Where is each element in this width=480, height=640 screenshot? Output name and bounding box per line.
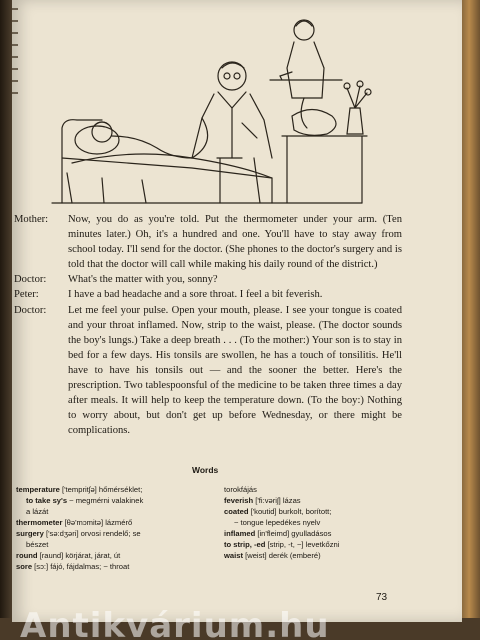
vocab-entry [16,495,216,506]
dialogue-line [14,303,402,439]
vocab-entry [16,561,216,572]
speaker-label: Doctor: [14,304,47,316]
vocabulary-list-right [224,484,394,561]
vocab-entry [224,539,394,550]
page-number: 73 [376,592,388,603]
words-heading: Words [192,465,219,475]
speaker-label: Mother: [14,214,49,225]
speech-text: What's the matter with you, sonny? [68,274,218,286]
vocab-headword: sore [16,562,33,571]
vocabulary-list-left [16,484,216,572]
vocab-definition: ~ megmérni valakinek [67,496,144,505]
speaker-label: Peter: [14,289,39,301]
vocab-headword: coated [224,507,249,516]
book-binding [0,0,12,640]
dialogue-text [14,212,402,438]
vocab-entry [16,539,216,550]
previous-page-edge [12,8,18,104]
vocab-definition: [weist] derék (emberé) [243,551,321,560]
vocab-definition: torokfájás [224,485,257,494]
vocab-definition: ['tempritʃə] hőmérséklet; [59,485,143,494]
speech-text: Now, you do as you're told. Put the thermometer under your arm. (Ten minutes later.) Oh, it's a hundred and one. You'll have to stay away from school today. I'll send for the doctor. (She phones to the doctor's surgery and is told that the doctor will call while making his daily round of the district.) [68,214,402,271]
vocab-definition: bészet [26,540,49,549]
vocab-headword: inflamed [224,529,256,538]
vocab-definition: [sɔ:] fájó, fájdalmas; ~ throat [32,562,130,571]
vocab-definition: ['koutid] burkolt, borított; [248,507,332,516]
vocab-entry [16,506,216,517]
vocab-definition: [raund] körjárat, járat, út [37,551,121,560]
speech-text: Let me feel your pulse. Open your mouth, please. I see your tongue is coated and your throat inflamed. Now, strip to the waist, please. (The doctor sounds the boy's lungs.) Take a deep breath . . . (To the mother:) Your son is to stay in bed for a few days. His tonsils are swollen, he has a touch of tonsilitis. He'll have to have his tonsils out — and the sooner the better. Here's the prescription. Two tablespoonsful of the medicine to be taken three times a day after meals. It will help to keep the temperature down. (To the boy:) Nothing to worry about, but don't get up before Wednesday, or there might be complications. [68,304,402,437]
vocab-definition: [θə'mɔmitə] lázmérő [62,518,133,527]
vocab-headword: waist [224,551,243,560]
vocab-headword: temperature [16,485,60,494]
vocab-entry [224,550,394,561]
speaker-label: Doctor: [14,274,47,286]
vocab-headword: surgery [16,529,44,538]
vocab-headword: to take sy's [26,496,68,505]
vocab-entry [16,517,216,528]
vocab-entry [16,550,216,561]
book-spine [462,0,480,640]
vocab-entry [224,528,394,539]
watermark: Antikvárium.hu [20,606,330,640]
vocab-entry [224,506,394,517]
vocab-definition: a lázát [26,507,49,516]
vocab-definition: ['fi:vəriʃ] lázas [253,496,301,505]
vocab-entry [224,495,394,506]
vocab-headword: feverish [224,496,254,505]
dialogue-line [14,287,402,302]
vocab-entry [16,484,216,495]
vocab-definition: ['sə:dʒəri] orvosi rendelő; se [43,529,141,538]
dialogue-line [14,272,402,287]
vocab-headword: to strip, -ed [224,540,266,549]
vocab-definition: [in'fleimd] gyulladásos [255,529,332,538]
book-page [12,0,462,622]
vocab-entry [224,484,394,495]
vocab-entry [224,517,394,528]
vocab-definition: ~ tongue lepedékes nyelv [234,518,321,527]
vocab-headword: round [16,551,38,560]
vocab-entry [16,528,216,539]
vocab-definition: [strip, -t, ~] levetkőzni [265,540,340,549]
speech-text: I have a bad headache and a sore throat. I feel a bit feverish. [68,289,323,301]
dialogue-line [14,212,402,272]
doctor-visit-illustration [42,8,372,213]
vocab-headword: thermometer [16,518,63,527]
